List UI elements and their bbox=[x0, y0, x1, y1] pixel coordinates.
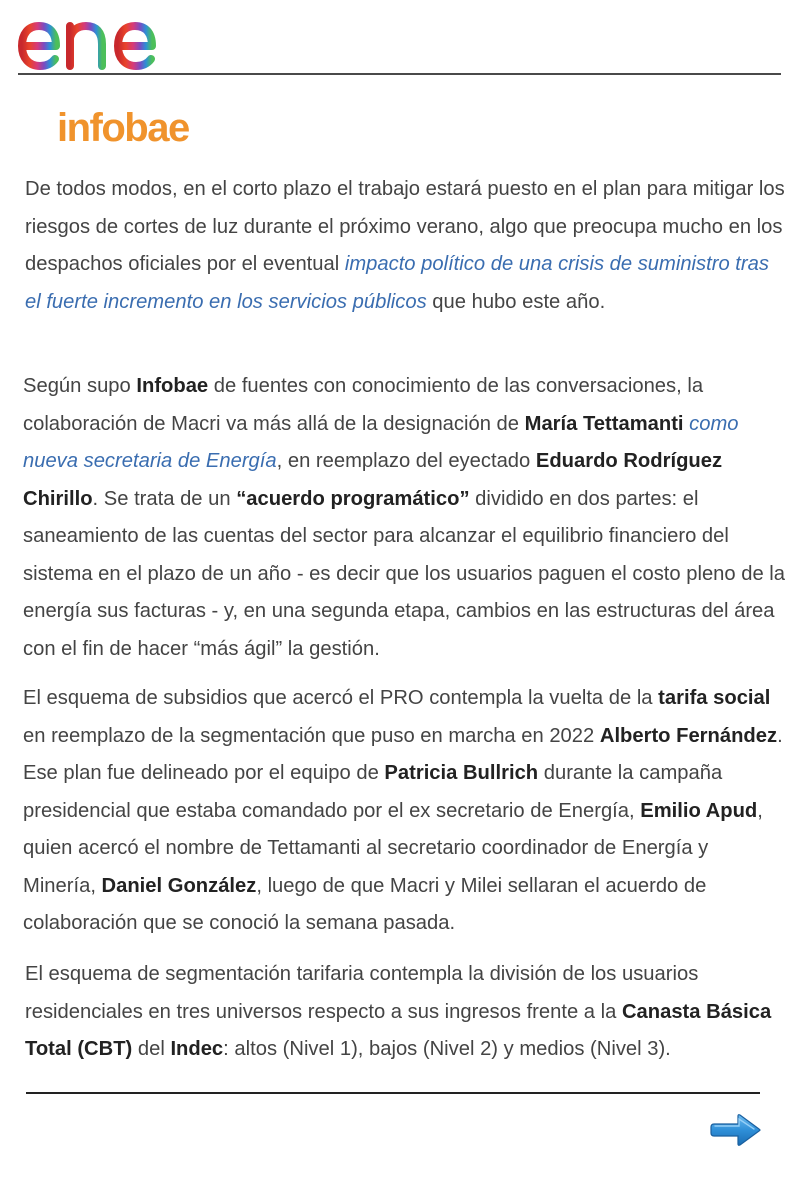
bold-text: Emilio Apud bbox=[640, 799, 758, 822]
article-paragraph-1 bbox=[25, 171, 785, 321]
article-link[interactable]: como nueva secretaria de Energía bbox=[23, 412, 739, 472]
bold-text: Daniel González bbox=[101, 874, 257, 897]
footer-divider bbox=[26, 1092, 760, 1094]
bold-text: Indec bbox=[170, 1038, 224, 1060]
enel-logo bbox=[16, 2, 192, 70]
body-text: , en reemplazo del eyectado bbox=[276, 450, 536, 472]
body-text: , luego de que Macri y Milei sellaran el acuerdo de colaboración que se conoció la semana pasada. bbox=[23, 874, 707, 934]
body-text: . Ese plan fue delineado por el equipo de bbox=[23, 724, 783, 784]
body-text: de fuentes con conocimiento de las conversaciones, la colaboración de Macri va más allá de la designación de bbox=[23, 375, 704, 435]
body-text: dividido en dos partes: el saneamiento de las cuentas del sector para alcanzar el equilibrio financiero del sistema en el plazo de un año - es decir que los usuarios paguen el costo pleno de la energía sus facturas - y, en una segunda etapa, cambios en las estructuras del área con el fin de hacer “más ágil” la gestión. bbox=[23, 487, 786, 660]
bold-text: Patricia Bullrich bbox=[384, 762, 539, 784]
body-text: en reemplazo de la segmentación que puso en marcha en 2022 bbox=[23, 724, 600, 747]
article-link[interactable]: impacto político de una crisis de suministro tras el fuerte incremento en los servicios públicos bbox=[25, 253, 769, 313]
article-paragraph-4 bbox=[25, 956, 785, 1069]
body-text: Según supo bbox=[23, 375, 137, 397]
source-logo-infobae: infobae bbox=[57, 106, 189, 150]
bold-text: tarifa social bbox=[658, 687, 771, 709]
header bbox=[0, 0, 800, 76]
bold-text: María Tettamanti bbox=[524, 412, 684, 435]
body-text: durante la campaña presidencial que estaba comandado por el ex secretario de Energía, bbox=[23, 762, 723, 822]
bold-text: Alberto Fernández bbox=[599, 724, 778, 747]
body-text: del bbox=[132, 1038, 171, 1060]
body-text: , quien acercó el nombre de Tettamanti al secretario coordinador de Energía y Minería, bbox=[23, 799, 763, 897]
body-text: : altos (Nivel 1), bajos (Nivel 2) y medios (Nivel 3). bbox=[223, 1038, 671, 1060]
header-divider bbox=[18, 73, 781, 75]
body-text: . Se trata de un bbox=[92, 487, 237, 510]
body-text: El esquema de segmentación tarifaria contempla la división de los usuarios residenciales en tres universos respecto a sus ingresos frente a la bbox=[25, 963, 699, 1023]
body-text: que hubo este año. bbox=[426, 290, 606, 313]
body-text: De todos modos, en el corto plazo el trabajo estará puesto en el plan para mitigar los riesgos de cortes de luz durante el próximo verano, algo que preocupa mucho en los despachos oficiales por el eventual bbox=[25, 178, 785, 275]
article-paragraph-2 bbox=[23, 368, 785, 668]
bold-text: Infobae bbox=[136, 375, 209, 397]
bold-text: “acuerdo programático” bbox=[236, 487, 470, 510]
bold-text: Canasta Básica Total (CBT) bbox=[25, 1000, 772, 1060]
body-text: El esquema de subsidios que acercó el PRO contempla la vuelta de la bbox=[23, 687, 659, 709]
next-page-arrow-icon[interactable] bbox=[708, 1112, 762, 1148]
bold-text: Eduardo Rodríguez Chirillo bbox=[23, 450, 723, 510]
article-paragraph-3 bbox=[23, 680, 785, 943]
